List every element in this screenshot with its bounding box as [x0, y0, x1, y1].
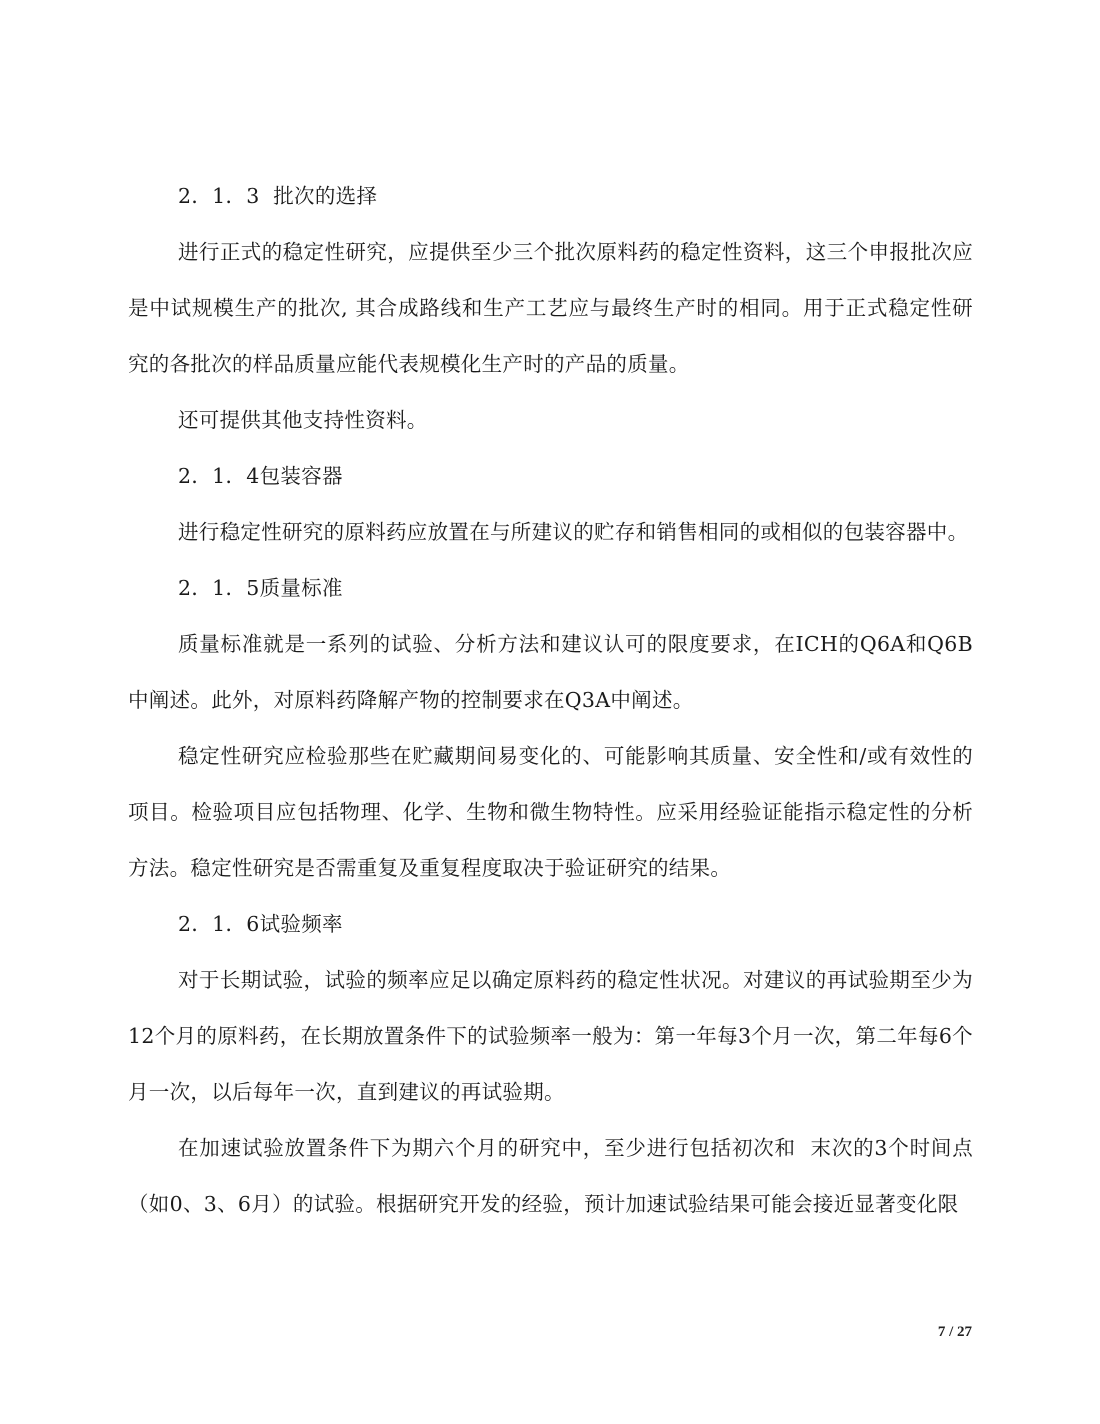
paragraph-accelerated-frequency: 在加速试验放置条件下为期六个月的研究中，至少进行包括初次和 末次的3个时间点（如0、3、6月）的试验。根据研究开发的经验，预计加速试验结果可能会接近显著变化限 [128, 1136, 973, 1216]
paragraph-container: 进行稳定性研究的原料药应放置在与所建议的贮存和销售相同的或相似的包装容器中。 [178, 520, 969, 544]
document-body [128, 168, 973, 1232]
paragraph-supporting-data: 还可提供其他支持性资料。 [178, 408, 428, 432]
section-heading-test-frequency: 2．1．6试验频率 [178, 912, 343, 936]
section-heading-specification: 2．1．5质量标准 [178, 576, 343, 600]
paragraph-long-term-frequency: 对于长期试验，试验的频率应足以确定原料药的稳定性状况。对建议的再试验期至少为12个月的原料药，在长期放置条件下的试验频率一般为：第一年每3个月一次，第二年每6个月一次，以后每年一次，直到建议的再试验期。 [128, 968, 973, 1104]
section-heading-batch-selection: 2．1．3 批次的选择 [178, 184, 378, 208]
section-heading-container: 2．1．4包装容器 [178, 464, 343, 488]
paragraph-test-items: 稳定性研究应检验那些在贮藏期间易变化的、可能影响其质量、安全性和/或有效性的项目。检验项目应包括物理、化学、生物和微生物特性。应采用经验证能指示稳定性的分析方法。稳定性研究是否需重复及重复程度取决于验证研究的结果。 [128, 744, 973, 880]
paragraph-batch-requirements: 进行正式的稳定性研究，应提供至少三个批次原料药的稳定性资料，这三个申报批次应是中试规模生产的批次, 其合成路线和生产工艺应与最终生产时的相同。用于正式稳定性研究的各批次的样品质量应能代表规模化生产时的产品的质量。 [128, 240, 973, 376]
paragraph-specification: 质量标准就是一系列的试验、分析方法和建议认可的限度要求，在ICH的Q6A和Q6B中阐述。此外，对原料药降解产物的控制要求在Q3A中阐述。 [128, 632, 973, 712]
page-number: 7 / 27 [937, 1324, 972, 1340]
